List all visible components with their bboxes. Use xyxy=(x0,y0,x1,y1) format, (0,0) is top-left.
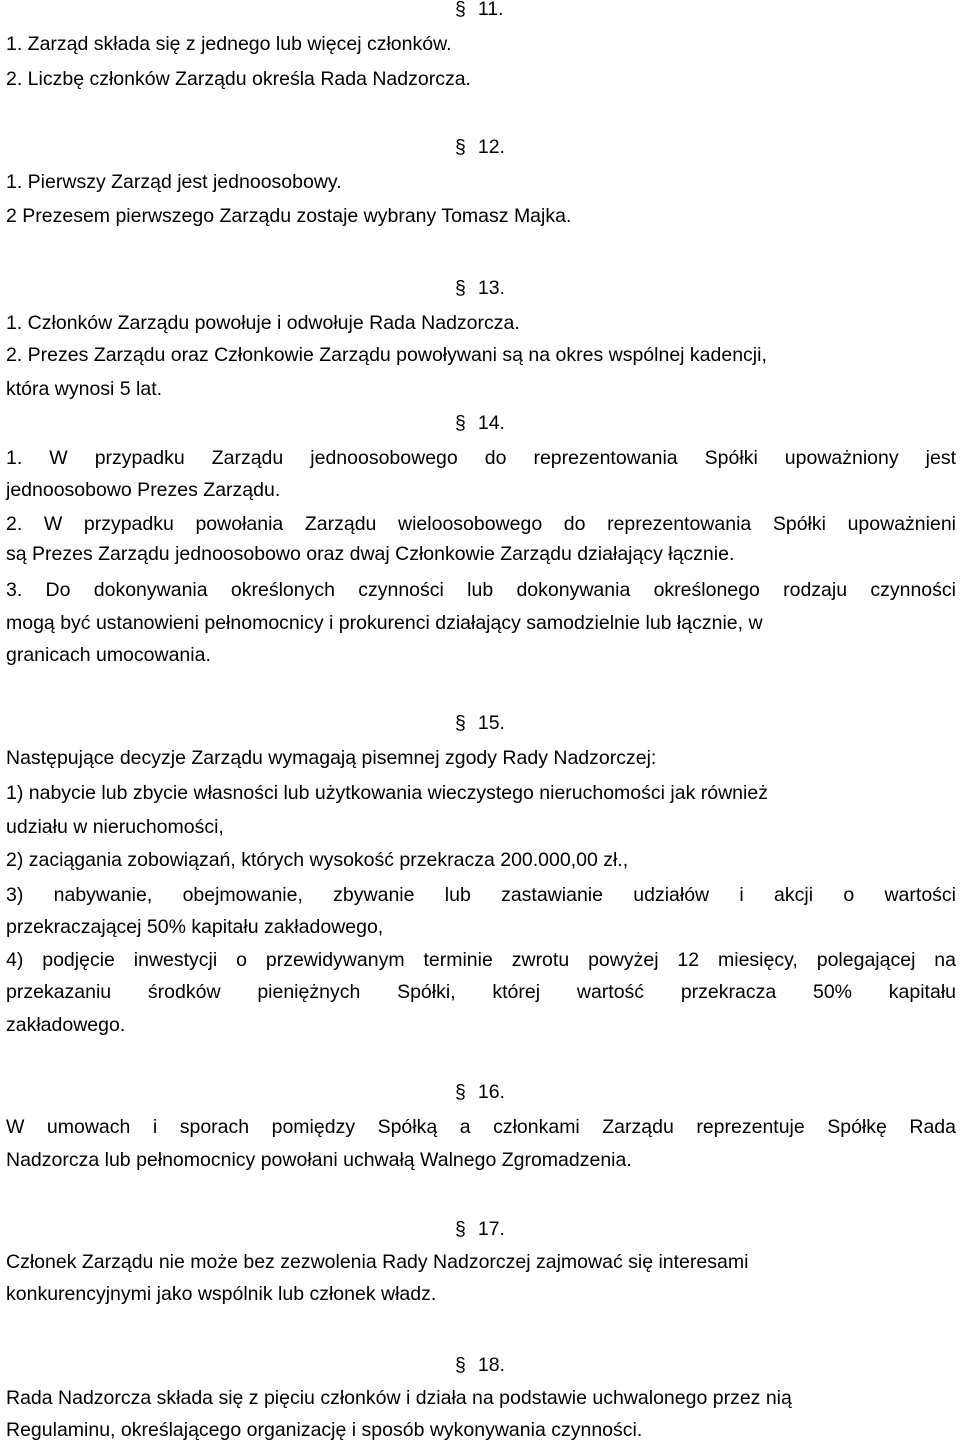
section-heading-17 xyxy=(455,1220,505,1240)
paragraph-line: 2. Liczbę członków Zarządu określa Rada Nadzorcza. xyxy=(6,68,471,90)
section-symbol: § xyxy=(455,136,466,158)
paragraph-line: 4) podjęcie inwestycji o przewidywanym terminie zwrotu powyżej 12 miesięcy, polegającej na xyxy=(6,949,956,971)
paragraph-line: konkurencyjnymi jako wspólnik lub członek władz. xyxy=(6,1283,437,1305)
paragraph-line: Regulaminu, określającego organizację i sposób wykonywania czynności. xyxy=(6,1419,643,1441)
section-heading-13 xyxy=(455,279,505,299)
paragraph-line: Następujące decyzje Zarządu wymagają pisemnej zgody Rady Nadzorczej: xyxy=(6,747,657,769)
section-number: 16. xyxy=(477,1081,505,1103)
paragraph-line: 3. Do dokonywania określonych czynności lub dokonywania określonego rodzaju czynności xyxy=(6,579,956,601)
section-symbol: § xyxy=(455,712,466,734)
paragraph-line: przekazaniu środków pieniężnych Spółki, której wartość przekracza 50% kapitału xyxy=(6,981,956,1003)
paragraph-line: Członek Zarządu nie może bez zezwolenia Rady Nadzorczej zajmować się interesami xyxy=(6,1251,749,1273)
section-heading-16 xyxy=(455,1083,505,1103)
paragraph-line: granicach umocowania. xyxy=(6,644,211,666)
paragraph-line: W umowach i sporach pomiędzy Spółką a członkami Zarządu reprezentuje Spółkę Rada xyxy=(6,1116,956,1138)
section-heading-11 xyxy=(455,0,504,20)
section-number: 14. xyxy=(477,412,505,434)
section-symbol: § xyxy=(455,277,466,299)
paragraph-line: jednoosobowo Prezes Zarządu. xyxy=(6,479,281,501)
section-symbol: § xyxy=(455,0,466,20)
section-heading-14 xyxy=(455,414,505,434)
paragraph-line: Rada Nadzorcza składa się z pięciu członków i działa na podstawie uchwalonego przez nią xyxy=(6,1387,792,1409)
paragraph-line: która wynosi 5 lat. xyxy=(6,378,163,400)
section-number: 15. xyxy=(477,712,505,734)
paragraph-line: 2. Prezes Zarządu oraz Członkowie Zarządu powoływani są na okres wspólnej kadencji, xyxy=(6,344,767,366)
section-number: 13. xyxy=(477,277,505,299)
paragraph-line: 1. Zarząd składa się z jednego lub więcej członków. xyxy=(6,33,452,55)
paragraph-line: zakładowego. xyxy=(6,1014,126,1036)
section-symbol: § xyxy=(455,1354,466,1376)
paragraph-line: są Prezes Zarządu jednoosobowo oraz dwaj Członkowie Zarządu działający łącznie. xyxy=(6,543,735,565)
paragraph-line: 1. W przypadku Zarządu jednoosobowego do reprezentowania Spółki upoważniony jest xyxy=(6,447,956,469)
section-heading-15 xyxy=(455,714,505,734)
paragraph-line: 2 Prezesem pierwszego Zarządu zostaje wybrany Tomasz Majka. xyxy=(6,205,572,227)
paragraph-line: 2. W przypadku powołania Zarządu wieloosobowego do reprezentowania Spółki upoważnieni xyxy=(6,513,956,535)
section-symbol: § xyxy=(455,1218,466,1240)
paragraph-line: 2) zaciągania zobowiązań, których wysokość przekracza 200.000,00 zł., xyxy=(6,849,629,871)
paragraph-line: 3) nabywanie, obejmowanie, zbywanie lub zastawianie udziałów i akcji o wartości xyxy=(6,884,956,906)
section-symbol: § xyxy=(455,1081,466,1103)
section-number: 18. xyxy=(477,1354,505,1376)
section-heading-18 xyxy=(455,1356,505,1376)
section-number: 17. xyxy=(477,1218,505,1240)
paragraph-line: mogą być ustanowieni pełnomocnicy i prokurenci działający samodzielnie lub łącznie, w xyxy=(6,612,763,634)
section-heading-12 xyxy=(455,138,505,158)
paragraph-line: 1) nabycie lub zbycie własności lub użytkowania wieczystego nieruchomości jak również xyxy=(6,782,768,804)
section-number: 12. xyxy=(477,136,505,158)
section-number: 11. xyxy=(477,0,504,20)
section-symbol: § xyxy=(455,412,466,434)
paragraph-line: udziału w nieruchomości, xyxy=(6,816,224,838)
paragraph-line: 1. Członków Zarządu powołuje i odwołuje Rada Nadzorcza. xyxy=(6,312,520,334)
paragraph-line: 1. Pierwszy Zarząd jest jednoosobowy. xyxy=(6,171,342,193)
paragraph-line: przekraczającej 50% kapitału zakładowego, xyxy=(6,916,384,938)
paragraph-line: Nadzorcza lub pełnomocnicy powołani uchwałą Walnego Zgromadzenia. xyxy=(6,1149,632,1171)
